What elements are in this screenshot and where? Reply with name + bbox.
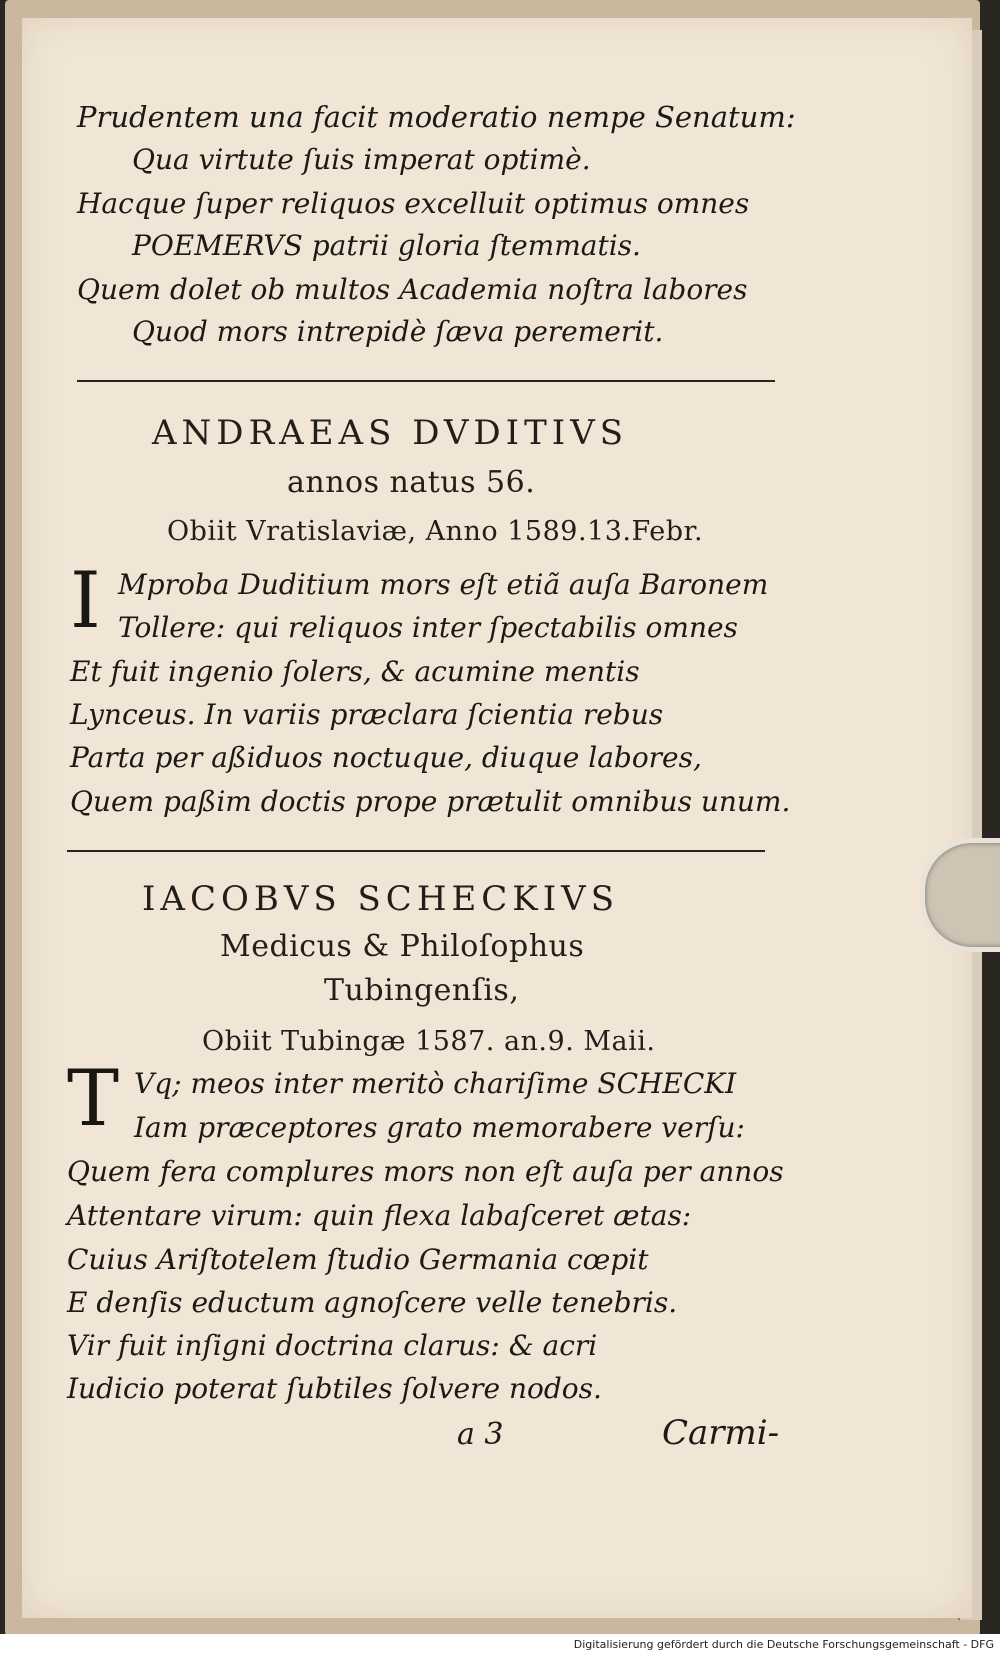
drop-cap: T	[67, 1054, 120, 1144]
poem-line: Qua virtute ſuis imperat optimè.	[132, 143, 591, 176]
poem-line: Quem fera complures mors non eſt auſa per annos	[67, 1155, 784, 1188]
poem-line: Cuius Ariſtotelem ſtudio Germania cœpit	[67, 1243, 649, 1276]
poem-line: Parta per aßiduos noctuque, diuque labores,	[70, 741, 702, 774]
signature-mark: a 3	[457, 1417, 504, 1452]
section-heading: ANDRAEAS DVDITIVS	[152, 413, 629, 453]
death-line: Obiit Tubingæ 1587. an.9. Maii.	[202, 1026, 656, 1057]
poem-line: Prudentem una facit moderatio nempe Senatum:	[77, 100, 796, 134]
poem-line: Quem paßim doctis prope prætulit omnibus unum.	[70, 785, 791, 818]
poem-line: Lynceus. In variis præclara ſcientia rebus	[70, 698, 664, 731]
poem-line: POEMERVS patrii gloria ſtemmatis.	[132, 229, 641, 262]
credit-strip	[0, 1634, 1000, 1656]
section-heading: IACOBVS SCHECKIVS	[142, 879, 619, 919]
drop-cap: I	[70, 556, 101, 646]
title-line: Tubingenſis,	[324, 973, 520, 1008]
poem-line: Attentare virum: quin flexa labaſceret ætas:	[67, 1199, 692, 1232]
age-line: annos natus 56.	[287, 465, 536, 500]
poem-line: Vir fuit inſigni doctrina clarus: & acri	[67, 1329, 598, 1362]
poem-line: Iudicio poterat ſubtiles ſolvere nodos.	[67, 1372, 602, 1405]
section-divider	[77, 380, 775, 382]
poem-line: Mproba Duditium mors eſt etiã auſa Baronem	[118, 568, 769, 601]
death-line: Obiit Vratislaviæ, Anno 1589.13.Febr.	[167, 516, 704, 547]
poem-line: E denſis eductum agnoſcere velle tenebris.	[67, 1286, 678, 1319]
credit-text: Digitalisierung gefördert durch die Deutsche Forschungsgemeinschaft - DFG	[573, 1638, 994, 1651]
book-page	[22, 18, 972, 1618]
title-line: Medicus & Philoſophus	[220, 929, 585, 964]
section-divider	[67, 850, 765, 852]
poem-line: Quem dolet ob multos Academia noſtra labores	[77, 273, 748, 306]
poem-line: Vq; meos inter meritò chariſime SCHECKI	[134, 1067, 737, 1100]
poem-line: Quod mors intrepidè ſæva peremerit.	[132, 315, 664, 348]
poem-line: Tollere: qui reliquos inter ſpectabilis omnes	[118, 611, 738, 644]
poem-line: Et fuit ingenio ſolers, & acumine mentis	[70, 655, 640, 688]
poem-line: Iam præceptores grato memorabere verſu:	[134, 1111, 745, 1144]
poem-line: Hacque ſuper reliquos excelluit optimus omnes	[77, 187, 750, 220]
catchword: Carmi-	[662, 1413, 780, 1453]
